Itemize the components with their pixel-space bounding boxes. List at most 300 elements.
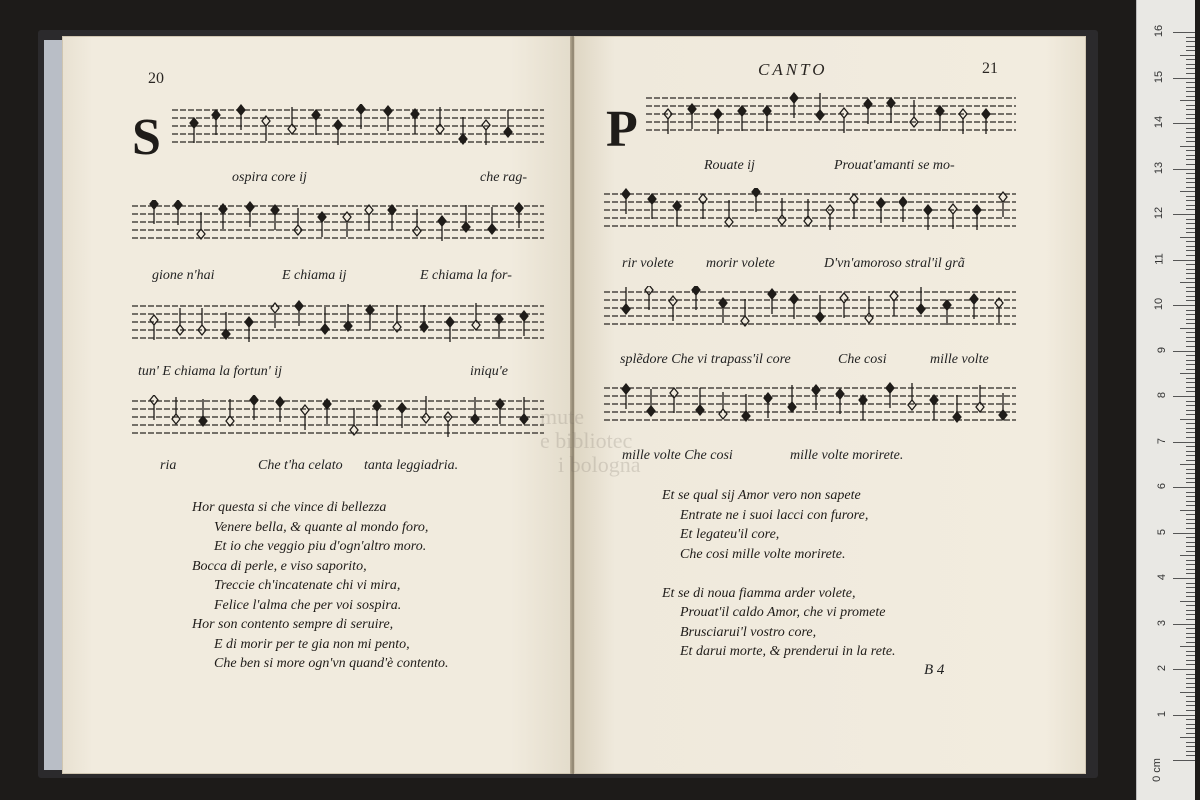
ruler-tick: [1186, 50, 1195, 51]
ruler-tick: [1186, 492, 1195, 493]
measurement-ruler: [1136, 0, 1195, 800]
poem-line: Et se qual sij Amor vero non sapete: [662, 488, 861, 503]
ruler-tick: [1186, 705, 1195, 706]
music-note: [150, 315, 158, 340]
music-note: [174, 200, 182, 225]
music-note: [150, 395, 158, 420]
music-note: [197, 212, 205, 239]
poem-line: Hor questa si che vince di bellezza: [192, 500, 387, 515]
ruler-number: 5: [1155, 528, 1168, 535]
ruler-tick: [1186, 360, 1195, 361]
ruler-tick: [1186, 164, 1195, 165]
music-note: [271, 205, 279, 230]
music-note: [388, 205, 396, 230]
ruler-tick: [1180, 464, 1195, 465]
ruler-tick: [1186, 209, 1195, 210]
music-note: [496, 399, 504, 424]
music-note: [334, 120, 342, 145]
music-note: [366, 305, 374, 330]
ruler-tick: [1186, 514, 1195, 515]
ruler-tick: [1180, 191, 1195, 192]
music-note: [995, 298, 1003, 323]
ruler-tick: [1173, 351, 1195, 352]
music-note: [357, 104, 365, 129]
ruler-tick: [1186, 633, 1195, 634]
poem-line: Hor son contento sempre di seruire,: [192, 617, 394, 632]
ruler-tick: [1186, 505, 1195, 506]
ruler-tick: [1186, 155, 1195, 156]
ruler-tick: [1186, 473, 1195, 474]
ruler-tick: [1186, 642, 1195, 643]
ruler-number: 1: [1155, 710, 1168, 717]
ruler-number: 15: [1152, 70, 1165, 83]
poem-line: Che ben si more ogn'vn quand'è contento.: [214, 656, 449, 671]
ruler-tick: [1186, 751, 1195, 752]
music-note: [804, 199, 812, 226]
ruler-tick: [1173, 624, 1195, 625]
music-note: [515, 203, 523, 228]
ruler-tick: [1186, 250, 1195, 251]
left-lyric-2c: E chiama la for-: [420, 268, 512, 283]
ruler-tick: [1180, 737, 1195, 738]
ruler-tick: [1186, 587, 1195, 588]
ruler-tick: [1186, 269, 1195, 270]
ruler-number: 14: [1152, 115, 1165, 129]
left-lyric-2b: E chiama ij: [282, 268, 347, 283]
ruler-tick: [1186, 341, 1195, 342]
ruler-tick: [1186, 46, 1195, 47]
music-note: [763, 106, 771, 131]
ruler-tick: [1186, 128, 1195, 129]
music-note: [647, 389, 655, 416]
ruler-number: 3: [1155, 619, 1168, 626]
left-staff-1: [172, 104, 544, 150]
ruler-tick: [1186, 719, 1195, 720]
ruler-number: 8: [1155, 391, 1168, 399]
ruler-tick: [1186, 323, 1195, 324]
left-lyric-4a: ria: [160, 458, 177, 473]
music-note: [648, 194, 656, 219]
ruler-tick: [1186, 310, 1195, 311]
left-lyric-4b: Che t'ha celato: [258, 458, 343, 473]
music-note: [438, 216, 446, 241]
ruler-tick: [1173, 78, 1195, 79]
music-note: [999, 192, 1007, 217]
music-note: [725, 200, 733, 227]
poem-line: Et legateu'il core,: [680, 527, 780, 542]
watermark-line: e bibliotec: [540, 428, 633, 453]
music-note: [768, 289, 776, 314]
music-note: [190, 118, 198, 143]
ruler-tick: [1186, 287, 1195, 288]
ruler-number: 16: [1152, 24, 1165, 38]
ruler-tick: [1186, 319, 1195, 320]
ruler-tick: [1186, 478, 1195, 479]
ruler-tick: [1186, 455, 1195, 456]
ruler-tick: [1186, 291, 1195, 292]
ruler-tick: [1186, 573, 1195, 574]
left-lyric-4c: tanta leggiadria.: [364, 458, 459, 473]
music-note: [741, 299, 749, 326]
ruler-tick: [1186, 437, 1195, 438]
music-note: [840, 293, 848, 318]
ruler-tick: [1186, 109, 1195, 110]
music-note: [411, 109, 419, 134]
music-note: [488, 207, 496, 234]
poem-line: Felice l'alma che per voi sospira.: [214, 597, 402, 613]
ruler-tick: [1173, 669, 1195, 670]
ruler-tick: [1186, 564, 1195, 565]
ruler-tick: [1186, 132, 1195, 133]
ruler-tick: [1186, 346, 1195, 347]
ruler-tick: [1186, 469, 1195, 470]
music-note: [943, 300, 951, 325]
ruler-tick: [1186, 605, 1195, 606]
ruler-tick: [1186, 664, 1195, 665]
ruler-tick: [1186, 674, 1195, 675]
ruler-tick: [1186, 428, 1195, 429]
ruler-tick: [1180, 373, 1195, 374]
ruler-tick: [1180, 601, 1195, 602]
ruler-tick: [1186, 742, 1195, 743]
ruler-tick: [1186, 733, 1195, 734]
ruler-tick: [1186, 551, 1195, 552]
ruler-tick: [1186, 655, 1195, 656]
ruler-tick: [1173, 305, 1195, 306]
ruler-tick: [1173, 487, 1195, 488]
ruler-tick: [1186, 519, 1195, 520]
ruler-tick: [1186, 451, 1195, 452]
ruler-tick: [1186, 228, 1195, 229]
ruler-tick: [1186, 696, 1195, 697]
right-lyric-3c: mille volte: [930, 352, 989, 367]
right-lyric-1a: Rouate ij: [704, 158, 755, 173]
music-note: [949, 204, 957, 229]
music-note: [350, 408, 358, 435]
ruler-tick: [1186, 205, 1195, 206]
poem-line: Brusciarui'l vostro core,: [680, 624, 817, 640]
music-note: [504, 110, 512, 137]
ruler-tick: [1180, 100, 1195, 101]
music-note: [199, 399, 207, 426]
ruler-tick: [1186, 728, 1195, 729]
ruler-tick: [1186, 314, 1195, 315]
ruler-number: 4: [1155, 573, 1168, 581]
watermark-line: i bologna: [558, 452, 641, 477]
ruler-tick: [1186, 173, 1195, 174]
ruler-tick: [1186, 528, 1195, 529]
ruler-tick: [1186, 496, 1195, 497]
music-note: [323, 399, 331, 424]
left-staff-3: [132, 300, 544, 346]
ruler-tick: [1186, 387, 1195, 388]
watermark-line: mute: [540, 404, 584, 429]
music-note: [495, 314, 503, 339]
music-note: [318, 212, 326, 237]
music-note: [321, 307, 329, 334]
music-note: [288, 107, 296, 134]
ruler-tick: [1186, 332, 1195, 333]
music-note: [212, 110, 220, 135]
ruler-tick: [1186, 460, 1195, 461]
ruler-tick: [1186, 182, 1195, 183]
music-note: [250, 395, 258, 420]
music-note: [840, 108, 848, 133]
music-note: [764, 393, 772, 418]
ruler-tick: [1186, 755, 1195, 756]
ruler-tick: [1186, 401, 1195, 402]
ruler-tick: [1186, 501, 1195, 502]
music-note: [890, 291, 898, 316]
ruler-tick: [1186, 610, 1195, 611]
left-initial-letter: S: [132, 109, 161, 166]
ruler-tick: [1186, 178, 1195, 179]
right-lyric-2c: D'vn'amoroso stral'il grã: [824, 256, 965, 271]
running-head: CANTO: [758, 60, 828, 79]
ruler-tick: [1180, 328, 1195, 329]
poem-spacer: [662, 564, 896, 584]
left-lyric-2a: gione n'hai: [152, 268, 215, 283]
ruler-tick: [1186, 37, 1195, 38]
right-lyric-1b: Prouat'amanti se mo-: [834, 158, 955, 173]
ruler-tick: [1186, 219, 1195, 220]
poem-line: Et darui morte, & prenderui in la rete.: [680, 644, 896, 659]
ruler-tick: [1186, 746, 1195, 747]
ruler-tick: [1186, 569, 1195, 570]
music-note: [930, 395, 938, 420]
music-note: [850, 194, 858, 219]
ruler-tick: [1173, 715, 1195, 716]
ruler-tick: [1186, 87, 1195, 88]
music-note: [887, 98, 895, 123]
ruler-tick: [1186, 683, 1195, 684]
ruler-tick: [1186, 246, 1195, 247]
right-initial-letter: P: [606, 101, 638, 158]
ruler-unit-label: 0 cm: [1151, 758, 1164, 782]
music-note: [150, 200, 158, 224]
music-note: [719, 298, 727, 323]
ruler-tick: [1186, 423, 1195, 424]
ruler-tick: [1186, 355, 1195, 356]
ruler-tick: [1186, 523, 1195, 524]
ruler-number: 6: [1155, 482, 1168, 490]
ruler-tick: [1186, 414, 1195, 415]
ruler-tick: [1180, 692, 1195, 693]
left-page-number: 20: [148, 70, 164, 87]
music-note: [271, 303, 279, 328]
ruler-tick: [1186, 701, 1195, 702]
ruler-tick: [1173, 32, 1195, 33]
ruler-tick: [1173, 442, 1195, 443]
ruler-tick: [1186, 105, 1195, 106]
ruler-tick: [1186, 264, 1195, 265]
music-note: [420, 305, 428, 332]
ruler-tick: [1186, 382, 1195, 383]
ruler-tick: [1186, 391, 1195, 392]
ruler-tick: [1186, 150, 1195, 151]
ruler-tick: [1186, 628, 1195, 629]
poem-line: E di morir per te gia non mi pento,: [214, 636, 410, 652]
music-note: [692, 286, 700, 310]
ruler-tick: [1186, 364, 1195, 365]
right-lyric-2a: rir volete: [622, 256, 674, 271]
ruler-tick: [1173, 760, 1195, 761]
music-note: [976, 385, 984, 412]
ruler-tick: [1186, 278, 1195, 279]
ruler-tick: [1180, 282, 1195, 283]
music-note: [398, 403, 406, 428]
poem-line: Prouat'il caldo Amor, che vi promete: [680, 605, 886, 620]
left-poem: [192, 498, 448, 674]
ruler-number: 7: [1155, 437, 1168, 444]
music-note: [970, 294, 978, 319]
music-note: [752, 188, 760, 212]
music-note: [312, 110, 320, 135]
ruler-tick: [1186, 405, 1195, 406]
ruler-tick: [1180, 146, 1195, 147]
ruler-tick: [1173, 578, 1195, 579]
ruler-tick: [1186, 255, 1195, 256]
music-note: [788, 385, 796, 412]
ruler-tick: [1186, 296, 1195, 297]
ruler-number: 2: [1155, 664, 1168, 672]
music-note: [436, 107, 444, 134]
ruler-tick: [1173, 214, 1195, 215]
music-note: [936, 106, 944, 131]
ruler-tick: [1186, 446, 1195, 447]
ruler-tick: [1186, 678, 1195, 679]
music-note: [699, 194, 707, 219]
ruler-tick: [1186, 141, 1195, 142]
music-note: [472, 303, 480, 330]
music-note: [482, 120, 490, 145]
music-note: [670, 388, 678, 413]
ruler-tick: [1186, 614, 1195, 615]
music-note: [344, 304, 352, 331]
ruler-tick: [1186, 137, 1195, 138]
right-lyric-4b: mille volte morirete.: [790, 448, 904, 463]
music-note: [696, 388, 704, 415]
ruler-tick: [1186, 482, 1195, 483]
right-lyric-4a: mille volte Che cosi: [622, 448, 733, 463]
ruler-tick: [1186, 546, 1195, 547]
music-note: [226, 399, 234, 426]
ruler-tick: [1186, 542, 1195, 543]
music-note: [462, 205, 470, 232]
left-staff-2: [132, 200, 544, 246]
music-note: [742, 394, 750, 421]
page-edges: [44, 40, 64, 770]
ruler-tick: [1186, 592, 1195, 593]
ruler-tick: [1180, 510, 1195, 511]
ruler-tick: [1186, 432, 1195, 433]
ruler-number: 12: [1152, 206, 1165, 220]
music-note: [999, 393, 1007, 420]
ruler-number: 11: [1153, 252, 1166, 265]
music-note: [343, 212, 351, 237]
music-note: [859, 395, 867, 420]
ruler-tick: [1186, 82, 1195, 83]
music-note: [365, 205, 373, 230]
ruler-tick: [1173, 396, 1195, 397]
ruler-tick: [1180, 55, 1195, 56]
ruler-tick: [1186, 273, 1195, 274]
ruler-tick: [1173, 169, 1195, 170]
ruler-tick: [1186, 651, 1195, 652]
music-note: [790, 294, 798, 319]
ruler-tick: [1186, 114, 1195, 115]
ruler-tick: [1180, 237, 1195, 238]
ruler-tick: [1186, 537, 1195, 538]
ruler-tick: [1186, 619, 1195, 620]
music-note: [373, 401, 381, 426]
ruler-tick: [1186, 241, 1195, 242]
music-note: [520, 311, 528, 336]
poem-line: Entrate ne i suoi lacci con furore,: [680, 507, 869, 523]
left-staff-4: [132, 395, 544, 441]
ruler-tick: [1180, 555, 1195, 556]
ruler-tick: [1186, 64, 1195, 65]
music-note: [953, 395, 961, 422]
ruler-tick: [1186, 660, 1195, 661]
ruler-tick: [1180, 646, 1195, 647]
right-poem: [662, 486, 896, 662]
music-note: [673, 201, 681, 226]
music-note: [219, 204, 227, 229]
ruler-tick: [1186, 596, 1195, 597]
ruler-tick: [1186, 637, 1195, 638]
ruler-tick: [1186, 369, 1195, 370]
ruler-tick: [1173, 123, 1195, 124]
ruler-number: 13: [1152, 161, 1165, 174]
music-note: [688, 104, 696, 129]
signature-mark: B 4: [924, 662, 945, 678]
ruler-tick: [1173, 533, 1195, 534]
poem-line: Treccie ch'incatenate chi vi mira,: [214, 578, 401, 593]
left-lyric-1a: ospira core ij: [232, 170, 307, 185]
left-lyric-3a: tun' E chiama la fortun' ij: [138, 364, 283, 379]
poem-line: Et se di noua fiamma arder volete,: [662, 585, 856, 601]
music-note: [645, 286, 653, 310]
right-lyric-3a: splẽdore Che vi trapass'il core: [620, 352, 791, 367]
ruler-tick: [1186, 73, 1195, 74]
poem-line: Che cosi mille volte morirete.: [680, 546, 846, 562]
ruler-tick: [1180, 419, 1195, 420]
ruler-tick: [1186, 200, 1195, 201]
ruler-tick: [1186, 187, 1195, 188]
ruler-tick: [1186, 118, 1195, 119]
ruler-tick: [1186, 687, 1195, 688]
ruler-tick: [1186, 710, 1195, 711]
music-note: [836, 389, 844, 414]
right-staff-4: [604, 382, 1016, 428]
ruler-number: 9: [1155, 346, 1168, 353]
ruler-tick: [1186, 159, 1195, 160]
ruler-tick: [1186, 337, 1195, 338]
ruler-tick: [1186, 196, 1195, 197]
ruler-tick: [1186, 724, 1195, 725]
poem-line: Venere bella, & quante al mondo foro,: [214, 519, 429, 535]
ruler-tick: [1186, 232, 1195, 233]
left-lyric-1b: che rag-: [480, 170, 528, 185]
ruler-tick: [1186, 96, 1195, 97]
music-note: [812, 385, 820, 410]
ruler-tick: [1186, 41, 1195, 42]
poem-line: Et io che veggio piu d'ogn'altro moro.: [214, 539, 427, 554]
left-lyric-3b: iniqu'e: [470, 364, 508, 379]
right-lyric-3b: Che cosi: [838, 352, 887, 367]
music-note: [864, 99, 872, 124]
